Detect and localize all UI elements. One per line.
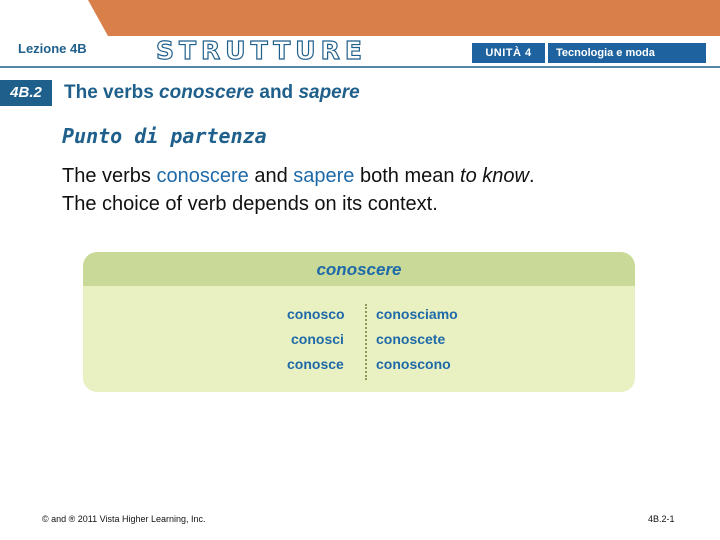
- to-know-phrase: to know: [460, 165, 529, 187]
- body-line-2: The choice of verb depends on its context.: [62, 193, 438, 215]
- conjugation-table: [83, 252, 635, 392]
- conj-left-3: conosce: [287, 356, 344, 372]
- body-line1-b: and: [248, 165, 294, 187]
- section-title: [64, 80, 360, 106]
- section-title-verb1: conoscere: [159, 82, 255, 103]
- copyright: © and ® 2011 Vista Higher Learning, Inc.: [42, 514, 206, 524]
- verb-sapere: sapere: [293, 165, 355, 187]
- content-heading: Punto di partenza: [62, 124, 267, 148]
- body-line1-a: The verbs: [62, 165, 157, 187]
- header-band: [0, 0, 720, 68]
- conj-left-2: conosci: [291, 331, 344, 347]
- page-number: 4B.2-1: [648, 514, 675, 524]
- section-title-mid: and: [254, 82, 299, 103]
- conj-right-3: conoscono: [376, 356, 451, 372]
- header-title: STRUTTURE: [156, 36, 367, 65]
- unit-badge: UNITÀ 4: [472, 43, 545, 63]
- conjugation-grid: [83, 286, 635, 392]
- verb-conoscere: conoscere: [156, 165, 249, 187]
- conj-right-2: conoscete: [376, 331, 446, 347]
- lesson-label: Lezione 4B: [18, 41, 87, 56]
- section-title-pre: The verbs: [64, 82, 160, 103]
- body-line-1: [62, 162, 682, 190]
- body-line1-c: both mean: [354, 165, 461, 187]
- unit-topic: Tecnologia e moda: [548, 43, 706, 63]
- conj-right-1: conosciamo: [376, 306, 458, 322]
- conj-left-1: conosco: [287, 306, 345, 322]
- conjugation-heading: conoscere: [83, 252, 635, 286]
- section-title-verb2: sapere: [298, 82, 360, 103]
- conjugation-divider: [365, 304, 367, 380]
- body-line1-e: .: [528, 165, 535, 187]
- body-text: [62, 162, 682, 218]
- section-tag: 4B.2: [0, 80, 52, 106]
